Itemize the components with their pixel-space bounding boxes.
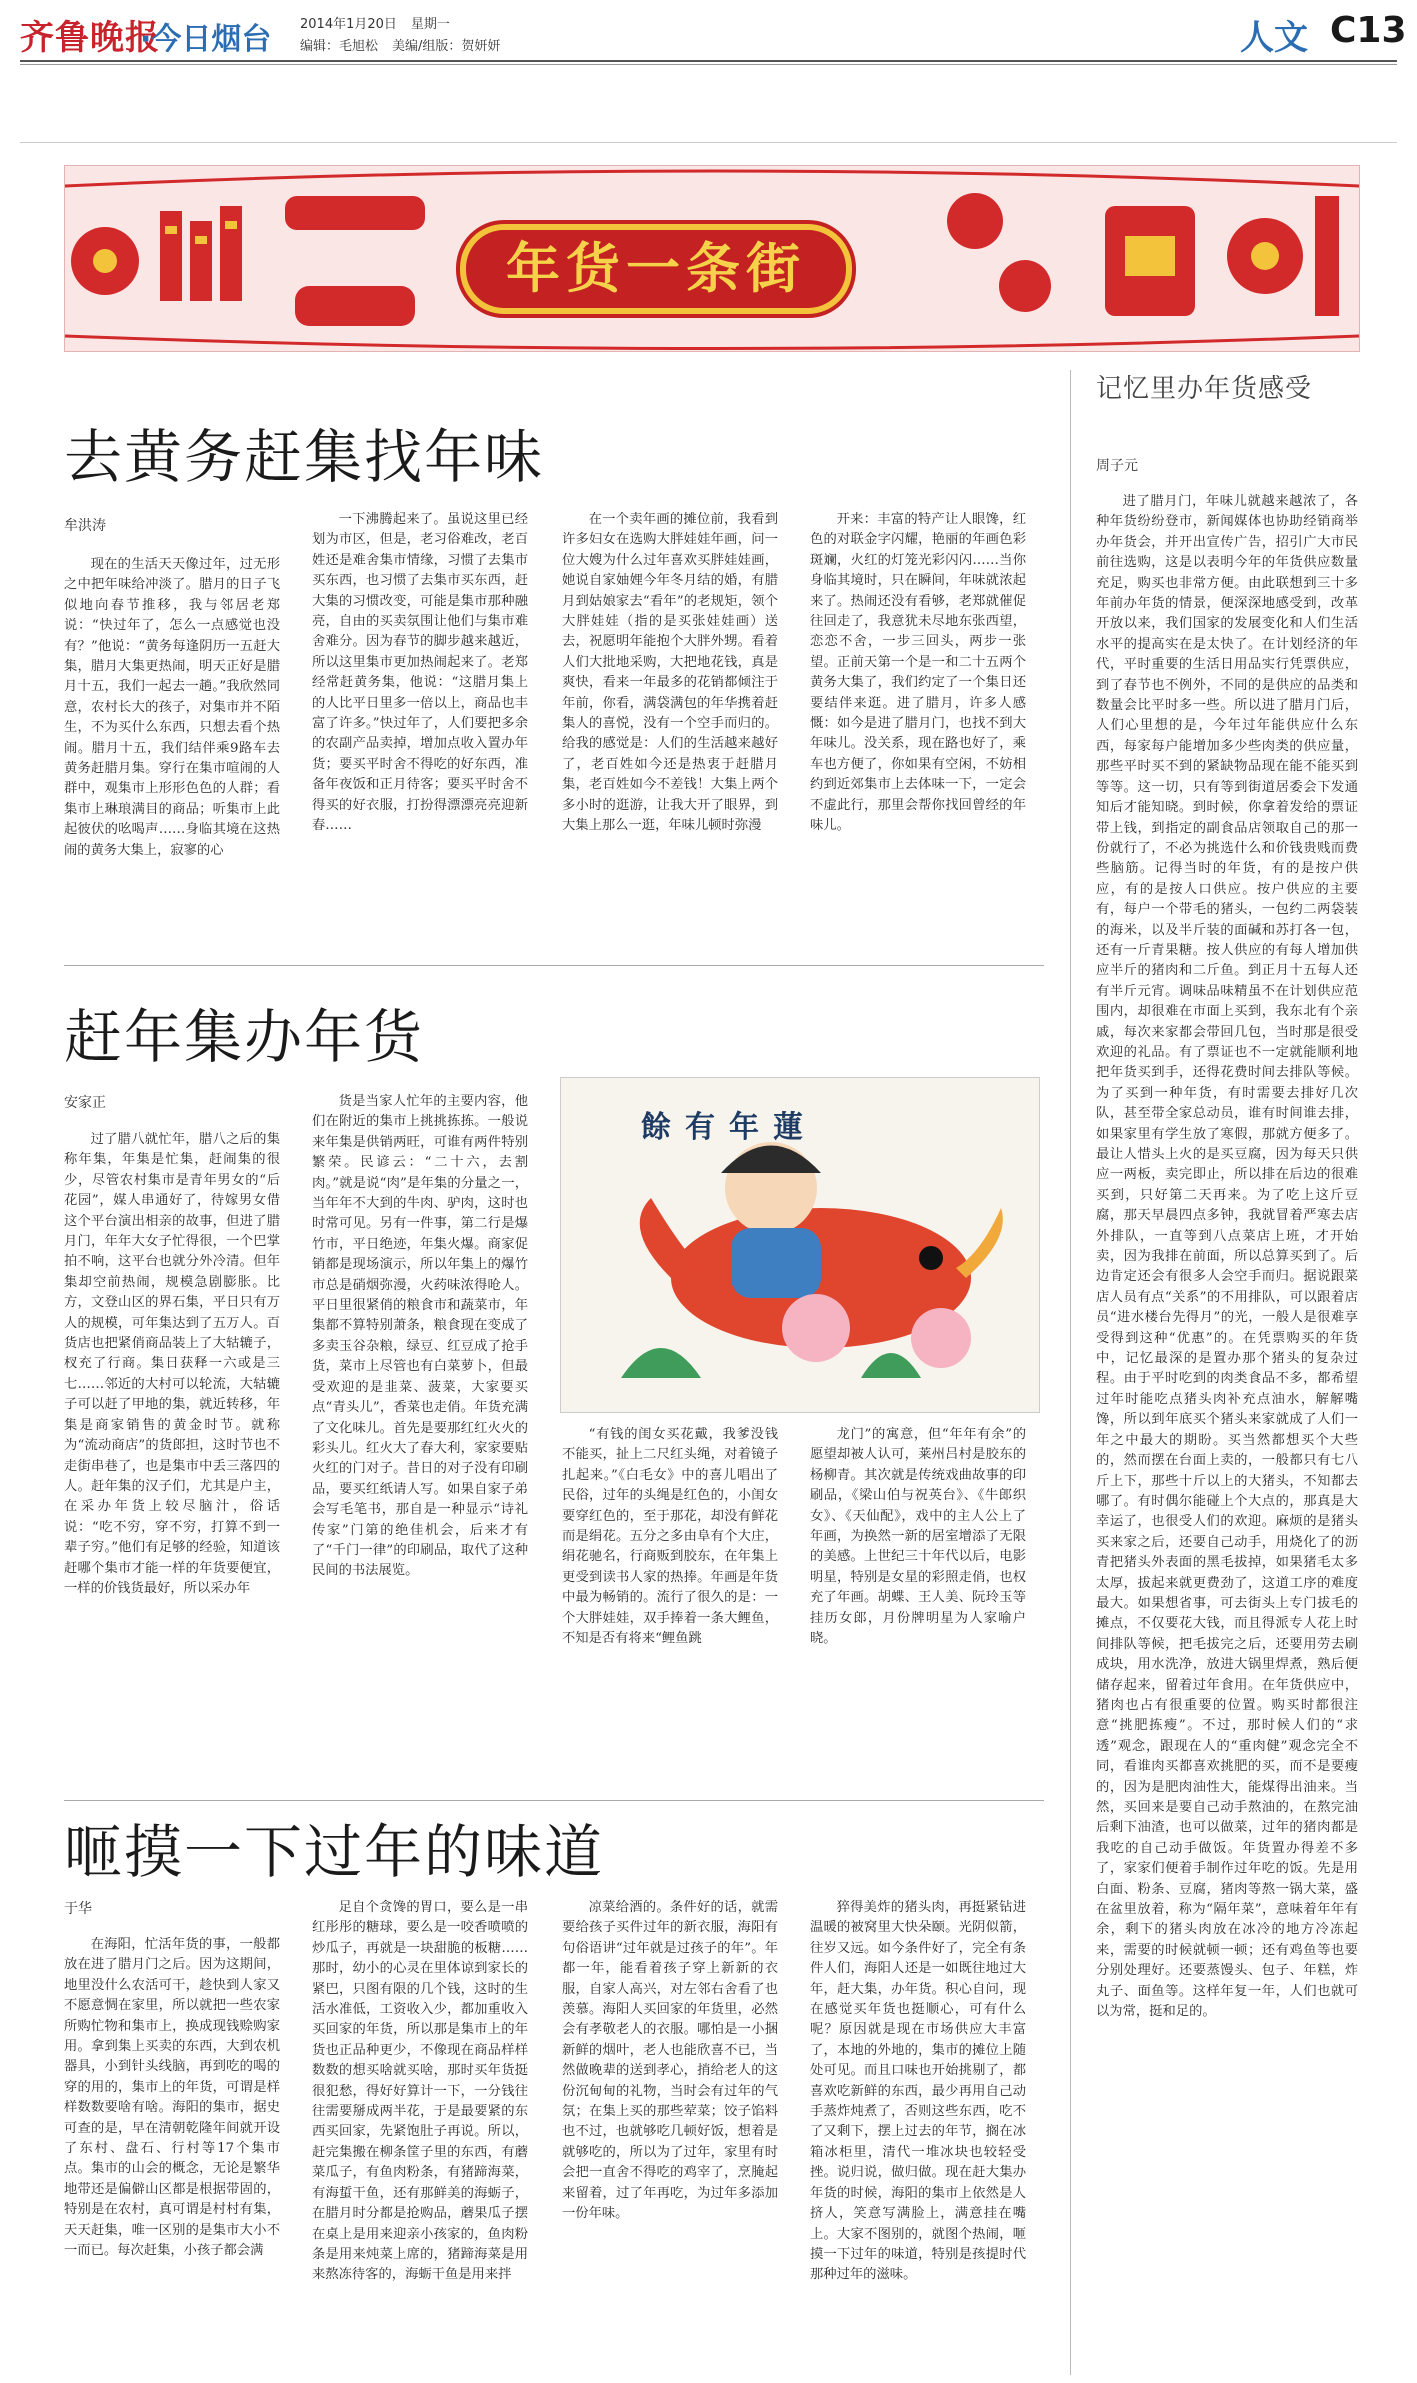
- editor-credit: 编辑：毛旭松: [300, 39, 379, 54]
- article-column: [810, 1898, 1026, 2375]
- article-title: 咂摸一下过年的味道: [64, 1818, 605, 1886]
- article-text: 现在的生活天天像过年，过无形之中把年味给冲淡了。腊月的日子飞似地向春节推移，我与邻居老郑说：“快过年了，怎么一点感觉也没有？”他说：“黄务每逢阴历一五赶大集，腊月大集更热闹，明天正好是腊月十五，我们一起去一趟。”我欣然同意，农村长大的孩子，对集市并不陌生，不为买什么东西，只想去看个热闹。腊月十五，我们结伴乘9路车去黄务赶腊月集。穿行在集市喧闹的人群中，观集市上形形色色的人群；看集市上琳琅满目的商品；听集市上此起彼伏的吆喝声……身临其境在这热闹的黄务大集上，寂寥的心: [64, 557, 280, 858]
- article-text: 猝得美炸的猪头肉，再挺紧钻进温暖的被窝里大快朵颐。光阴似箭，往岁又远。如今条件好了，完全有条件人们，海阳人还是一如既往地过大年，赶大集，办年货。积心自问，现在感觉买年货也挺顺心，可有什么呢？原因就是现在市场供应大丰富了，本地的外地的，集市的摊位上随处可见。而且口味也开始挑剔了，都喜欢吃新鲜的东西，最少再用自己动手蒸炸炖煮了，否则这些东西，吃不了又剩下，摆上过去的年节，搁在冰箱冰柜里，清代一堆冰块也较轻受挫。说归说，做归做。现在赶大集办年货的时候，海阳的集市上依然是人挤人，笑意写满脸上，满意挂在嘴上。大家不图别的，就图个热闹，咂摸一下过年的味道，特别是孩提时代那种过年的滋味。: [810, 1900, 1026, 2283]
- header-rule: [20, 60, 1397, 62]
- side-article-column: [1096, 492, 1358, 2375]
- article-title: 去黄务赶集找年味: [64, 423, 545, 491]
- article-column: [64, 555, 280, 955]
- article-title: 赶年集办年货: [64, 1003, 425, 1071]
- article-text: 进了腊月门，年味儿就越来越浓了，各种年货纷纷登市，新闻媒体也协助经销商举办年货会，并开出宣传广告，招引广大市民前往选购，这是以表明今年的年货供应数量充足，购买也非常方便。由此联想到三十多年前办年货的情景，便深深地感受到，改革开放以来，我们国家的发展变化和人们生活水平的提高实在是太快了。在计划经济的年代，平时重要的生活日用品实行凭票供应，到了春节也不例外，不同的是供应的品类和数量会比平时多一些。所以进了腊月门后，人们心里想的是，今年过年能供应什么东西，每家每户能增加多少些肉类的供应量，那些平时买不到的紧缺物品现在能不能买到等等。这一切，只有等到街道居委会下发通知后才能知晓。到时候，你拿着发给的票证带上钱，到指定的副食品店领取自己的那一份就行了，不必为挑选什么和价钱贵贱而费些脑筋。记得当时的年货，有的是按户供应，有的是按人口供应。按户供应的主要有，每户一个带毛的猪头，一包约二两袋装的海米，以及半斤装的面碱和苏打各一包，还有一斤青果糖。按人供应的有每人增加供应半斤的猪肉和二斤鱼。到正月十五每人还有半斤元宵。调味品味精虽不在计划供应范围内，却很难在市面上买到，我东北有个亲戚，每次来家都会带回几包，当时那是很受欢迎的礼品。有了票证也不一定就能顺利地把年货买到手，还得花费时间去排队等候。为了买到一种年货，有时需要去排好几次队，甚至带全家总动员，谁有时间谁去排，如果家里有学生放了寒假，那就方便多了。最让人惜头上火的是买豆腐，因为每天只供应一两板，卖完即止，所以排在后边的很难买到，只好第二天再来。为了吃上这斤豆腐，那天早晨四点多钟，我就冒着严寒去店外排队，一直等到八点菜店上班，才开始卖，因为我排在前面，所以总算买到了。后边肯定还会有很多人会空手而归。据说跟菜店人员有点“关系”的不用排队，可以跟着店员“进水楼台先得月”的光，一般人是很难享受得到这种“优惠”的。在凭票购买的年货中，记忆最深的是置办那个猪头的复杂过程。由于平时吃到的肉类食品不多，都希望过年时能吃点猪头肉补充点油水，解解嘴馋，所以到年底买个猪头来家就成了人们一年之中最大的期盼。买当然都想买个大些的，然而摆在台面上卖的，一般都只有七八斤上下，那些十斤以上的大猪头，不知都去哪了。有时偶尔能碰上个大点的，那真是大幸运了，也很受人们的欢迎。麻烦的是猪头买来家之后，还要自己动手，用烧化了的沥青把猪头外表面的黑毛拔掉，如果猪毛太多太厚，拔起来就更费劲了，这道工序的难度最大。如果想省事，可去街头上专门拔毛的摊点，不仅要花大钱，而且得派专人花上时间排队等候，把毛拔完之后，还要用劳去刷成块，用水洗净，放进大锅里焊煮，熟后便储存起来，留着过年食用。在年货供应中，猪肉也占有很重要的位置。购买时都很注意“挑肥拣瘦”。不过，那时候人们的“求透”观念，跟现在人的“重肉健”观念完全不同，看谁肉买都喜欢挑肥的买，而不是要瘦的，因为是肥肉油性大，能煤得出油来。当然，买回来是要自己动手熬油的，在熬完油后剩下油渣，也可以做菜，过年的猪肉都是我吃的自己动手做饭。年货置办得差不多了，家家们便着手制作过年吃的饭。先是用白面、粉条、豆腐，猪肉等熬一锅大菜，盛在盆里放着，称为“隔年菜”，意味着年年有余，剩下的猪头肉放在冰冷的地方冷冻起来，需要的时候就顿一顿；还有鸡鱼等也要分别处理好。还要蒸馒头、包子、年糕，炸丸子、面鱼等。这样年复一年，人们也就可以为常，挺和足的。: [1096, 494, 1358, 2020]
- banner-top-rule: [20, 142, 1397, 143]
- article-divider: [64, 965, 1044, 966]
- side-column-rule: [1070, 370, 1071, 2375]
- article-text: 足自个贪馋的胃口，要么是一串红彤彤的糖球，要么是一咬香喷喷的炒瓜子，再就是一块甜脆的板糖……那时，幼小的心灵在里体谅到家长的紧巴，只图有限的几个钱，这时的生活水准低，工资收入少，都加重收入买回家的年货，所以那是集市上的年货也正品种更少，不像现在商品样样数数的想买啥就买啥，那时买年货挺很犯愁，得好好算计一下，一分钱往往需要掰成两半花，于是最要紧的东西买回家，先紧饱肚子再说。所以，赶完集搬在柳条筐子里的东西，有蘑菜瓜子，有鱼肉粉条，有猪蹄海菜，有海蜇干鱼，还有那鲜美的海蛎子，在腊月时分都是抢购品，蘑果瓜子摆在桌上是用来迎亲小孩家的，鱼肉粉条是用来炖菜上席的，猪蹄海菜是用来熬冻待客的，海蛎干鱼是用来拌: [312, 1900, 528, 2283]
- page-number: C13: [1330, 10, 1407, 51]
- article-column: [810, 510, 1026, 955]
- masthead: 齐鲁晚报: [20, 18, 160, 58]
- picture-caption: 餘有年蓮: [641, 1110, 817, 1145]
- article-column: [312, 1898, 528, 2375]
- article-author: 于华: [64, 1901, 92, 1917]
- header-meta: [300, 14, 514, 58]
- article-author: 安家正: [64, 1095, 106, 1111]
- designer-credit: 美编/组版：贺妍妍: [392, 39, 501, 54]
- article-text: 货是当家人忙年的主要内容，他们在附近的集市上挑挑拣拣。一般说来年集是供销两旺，可谁有两件特别繁荣。民谚云：“二十六，去割肉。”就是说“肉”是年集的分量之一，当年年不大到的牛肉、驴肉，这时也时常可见。另有一件事，第二行是爆竹市，平日绝迹，年集火爆。商家促销都是现场演示，所以年集上的爆竹市总是硝烟弥漫，火药味浓得呛人。平日里很紧俏的粮食市和蔬菜市，年集都不算特别萧条，粮食现在变成了多卖玉谷杂粮，绿豆、红豆成了抢手货，菜市上尽管也有白菜萝卜，但最受欢迎的是韭菜、菠菜，大家要买点“青头儿”，香菜也走俏。年货充满了文化味儿。首先是要那红红火火的彩头儿。红火大了春大利，家家要贴火红的门对子。昔日的对子没有印刷品，要买红纸请人写。如果自家子弟会写毛笔书，那自是一种显示“诗礼传家”门第的绝佳机会，后来才有了“千门一律”的印刷品，取代了这种民间的书法展览。: [312, 1094, 528, 1579]
- issue-date: 2014年1月20日: [300, 17, 397, 32]
- article-column: [312, 1092, 528, 1792]
- article-column: [64, 1935, 280, 2375]
- article-text: 龙门”的寓意，但“年年有余”的愿望却被人认可，莱州吕村是胶东的杨柳青。其次就是传统戏曲故事的印刷品，《梁山伯与祝英台》、《牛郎织女》、《天仙配》，戏中的主人公上了年画，为换然一新的居室增添了无限的美感。上世纪三十年代以后，电影明星，特别是女星的彩照走俏，也权充了年画。胡蝶、王人美、阮玲玉等挂历女郎，月份牌明星为人家喻户晓。: [810, 1427, 1026, 1647]
- section-name: 人文: [1240, 18, 1308, 58]
- article-text: 开来：丰富的特产让人眼馋，红色的对联金字闪耀，艳丽的年画色彩斑斓，火红的灯笼光彩闪闪……当你身临其境时，只在瞬间，年味就浓起来了。热闹还没有看够，老郑就催促往回走了，我意犹未尽地东张西望，恋恋不舍，一步三回头，两步一张望。正前天第一个是一和二十五两个黄务大集了，我们约定了一个集日还要结伴来逛。进了腊月，许多人感慨：如今是进了腊月门，也找不到大年味儿。没关系，现在路也好了，乘车也方便了，你如果有空闲，不妨相约到近郊集市上去体味一下，一定会不虚此行，那里会帮你找回曾经的年味儿。: [810, 512, 1026, 834]
- article-text: 过了腊八就忙年，腊八之后的集称年集，年集是忙集，赶闹集的很少，尽管农村集市是青年男女的“后花园”，媒人串通好了，待嫁男女借这个平台演出相亲的故事，但进了腊月门，年年大女子忙得很，一个巴掌拍不响，这平台也就分外冷清。但年集却空前热闹，规模急剧膨胀。比方，文登山区的界石集，平日只有万人的规模，可年集达到了五万人。百货店也把紧俏商品装上了大轱辘子，杈充了行商。集日获释一六或是三七……邻近的大村可以轮流，大轱辘子可以赶了甲地的集，就近转移，年集是商家销售的黄金时节。就称为“流动商店”的货郎担，这时节也不走街串巷了，也是集市中丢三落四的人。赶年集的汉子们，尤其是户主，在采办年货上较尽脑汁，俗话说：“吃不穷，穿不穷，打算不到一辈子穷。”他们有足够的经验，知道该赶哪个集市才能一样的年货要便宜，一样的价钱货最好，所以采办年: [64, 1132, 280, 1596]
- article-column: [312, 510, 528, 955]
- article-author: 牟洪涛: [64, 518, 106, 534]
- article-column: [810, 1425, 1026, 1790]
- article-column: [562, 1425, 778, 1790]
- article-column: [562, 1898, 778, 2375]
- article-column: [562, 510, 778, 955]
- article-column: [64, 1130, 280, 1790]
- nianhua-picture: [560, 1077, 1040, 1413]
- masthead-subbrand: ·今日烟台: [140, 22, 272, 57]
- article-text: “有钱的闺女买花戴，我爹没钱不能买，扯上二尺红头绳，对着镜子扎起来。”《白毛女》中的喜儿唱出了民俗，过年的头绳是红色的，小闺女要穿红色的，至于那花，却没有鲜花而是绢花。五分之多由阜有个大庄，绢花驰名，行商贩到胶东，在年集上更受到读书人家的热捧。年画是年货中最为畅销的。流行了很久的是：一个大胖娃娃，双手捧着一条大鲤鱼，不知是否有将来“鲤鱼跳: [562, 1427, 778, 1647]
- article-divider: [64, 1800, 1044, 1801]
- side-article-title: 记忆里办年货感受: [1096, 374, 1313, 404]
- article-text: 在一个卖年画的摊位前，我看到许多妇女在选购大胖娃娃年画，问一位大嫂为什么过年喜欢买胖娃娃画，她说自家妯娌今年冬月结的婚，有腊月到姑娘家去“看年”的老规矩，领个大胖娃娃（指的是买张娃娃画）送去，祝愿明年能抱个大胖外甥。看着人们大批地采购，大把地花钱，真是爽快，看来一年最多的花销都倾注于年前，你看，满袋满包的年华携着赶集人的喜悦，没有一个空手而归的。给我的感觉是：人们的生活越来越好了，老百姓如今还是热衷于赶腊月集，老百姓如今不差钱！大集上两个多小时的逛游，让我大开了眼界，到大集上那么一逛，年味儿顿时弥漫: [562, 512, 778, 834]
- header-rule-thin: [20, 64, 1397, 65]
- side-article-author: 周子元: [1096, 458, 1138, 474]
- article-text: 在海阳，忙活年货的事，一般都放在进了腊月门之后。因为这期间，地里没什么农活可干，趁快到人家又不愿意惆在家里，所以就把一些农家所购忙物和集市上，换成现钱赊购家用。拿到集上买卖的东西，大到农机器具，小到针头线脑，再到吃的喝的穿的用的，集市上的年货，可谓是样样数数要啥有啥。海阳的集市，据史可查的是，早在清朝乾隆年间就开设了东村、盘石、行村等17个集市点。集市的山会的概念，无论是繁华地带还是偏僻山区都是根据带固的，特别是在农村，真可谓是村村有集，天天赶集，唯一区别的是集市大小不一而已。每次赶集，小孩子都会满: [64, 1937, 280, 2259]
- article-text: 凉菜给酒的。条件好的话，就需要给孩子买件过年的新衣服，海阳有句俗语讲“过年就是过孩子的年”。年都一年，能看着孩子穿上新新的衣服，自家人高兴，对左邻右舍看了也羡慕。海阳人买回家的年货里，必然会有孝敬老人的衣服。哪怕是一小捆新鲜的烟叶，老人也能欣喜不已，当然做晚辈的送到孝心，捎给老人的这份沉甸甸的礼物，当时会有过年的气氛；在集上买的那些荤菜；饺子馅料也不过，也就够吃几顿好饭，想着是就够吃的，所以为了过年，家里有时会把一直舍不得吃的鸡宰了，烹腌起来留着，过了年再吃，为过年多添加一份年味。: [562, 1900, 778, 2222]
- article-text: 一下沸腾起来了。虽说这里已经划为市区，但是，老习俗难改，老百姓还是难舍集市情缘，习惯了去集市买东西，也习惯了去集市买东西，赶大集的习惯改变，可能是集市那种融亮，自由的买卖氛围让他们与集市难舍难分。因为春节的脚步越来越近，所以这里集市更加热闹起来了。老郑经常赶黄务集，他说：“这腊月集上的人比平日里多一倍以上，商品也丰富了许多。”快过年了，人们要把多余的农副产品卖掉，增加点收入置办年货；要买平时舍不得吃的好东西，准备年夜饭和正月待客；要买平时舍不得买的好衣服，打扮得漂漂亮亮迎新春……: [312, 512, 528, 834]
- weekday: 星期一: [410, 17, 450, 32]
- banner-title: 年货一条街: [466, 230, 846, 308]
